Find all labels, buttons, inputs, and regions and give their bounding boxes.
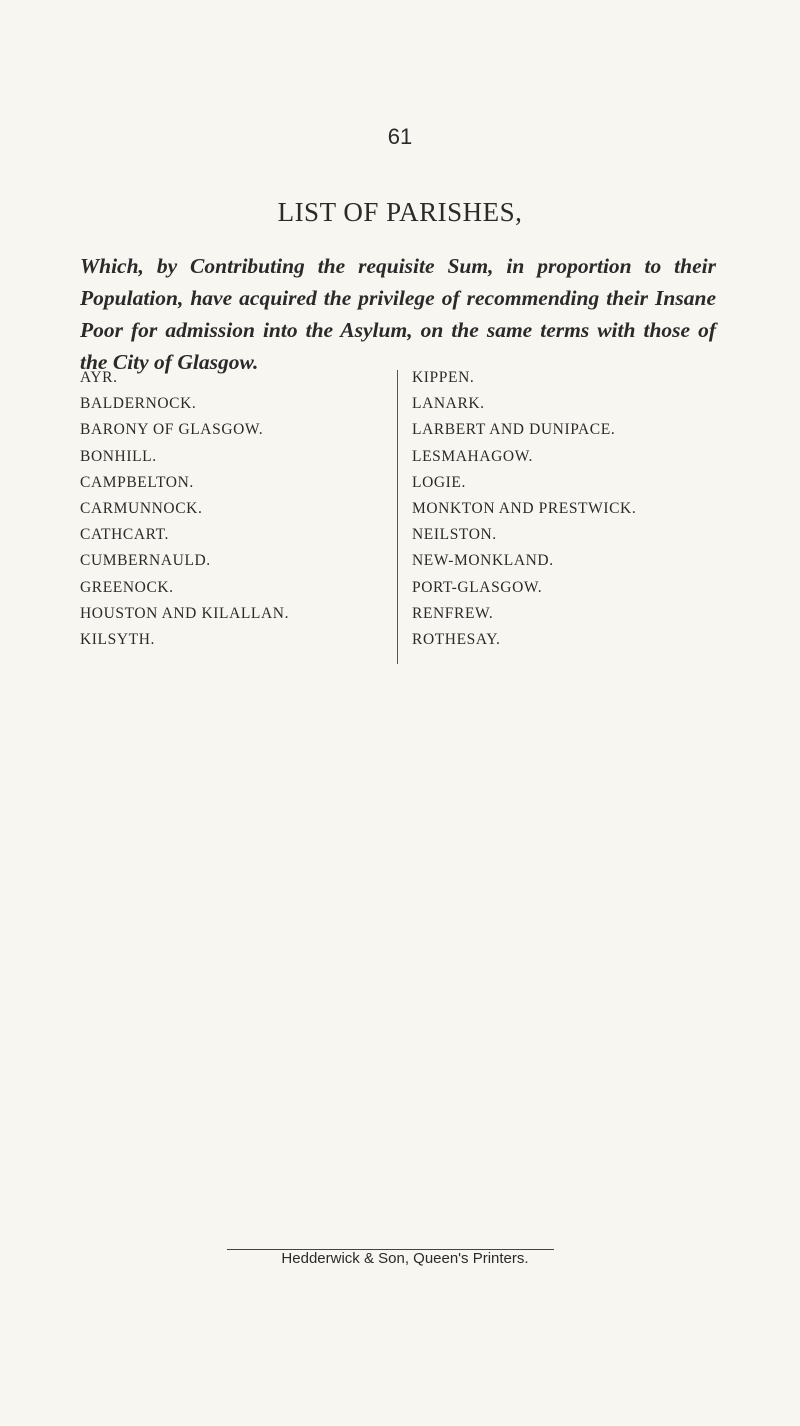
list-item: LOGIE. (412, 473, 466, 491)
subtitle: Which, by Contributing the requisite Sum, in proportion to their Population, have acquired the privilege of recommending their Insane Poor for admission into the Asylum, on the same terms with those of the City of Glasgow. (80, 254, 716, 374)
list-item: CAMPBELTON. (80, 473, 194, 491)
list-item: AYR. (80, 369, 118, 386)
list-item: BALDERNOCK. (80, 395, 197, 413)
list-item: BARONY OF GLASGOW. (80, 421, 264, 439)
list-item: NEW-MONKLAND. (412, 552, 554, 570)
list-item: GREENOCK. (80, 578, 174, 596)
printer-imprint: Hedderwick & Son, Queen's Printers. (281, 1250, 529, 1267)
list-item: LARBERT AND DUNIPACE. (412, 421, 616, 439)
list-item: RENFREW. (412, 604, 494, 622)
list-item: BONHILL. (80, 447, 157, 465)
page-number: 61 (387, 124, 413, 149)
list-item: KIPPEN. (412, 369, 475, 386)
list-item: LANARK. (412, 395, 485, 413)
parish-list-right (412, 368, 636, 656)
list-item: KILSYTH. (80, 630, 155, 648)
list-item: MONKTON AND PRESTWICK. (412, 499, 637, 517)
list-item: CUMBERNAULD. (80, 552, 211, 570)
parish-list-left (80, 368, 289, 656)
list-item: PORT-GLASGOW. (412, 578, 543, 596)
page-title: LIST OF PARISHES, (277, 197, 523, 227)
list-item: CATHCART. (80, 526, 170, 544)
list-item: LESMAHAGOW. (412, 447, 533, 465)
list-item: HOUSTON AND KILALLAN. (80, 604, 290, 622)
list-item: CARMUNNOCK. (80, 499, 203, 517)
list-item: ROTHESAY. (412, 630, 501, 648)
column-divider (397, 370, 398, 664)
list-item: NEILSTON. (412, 526, 497, 544)
